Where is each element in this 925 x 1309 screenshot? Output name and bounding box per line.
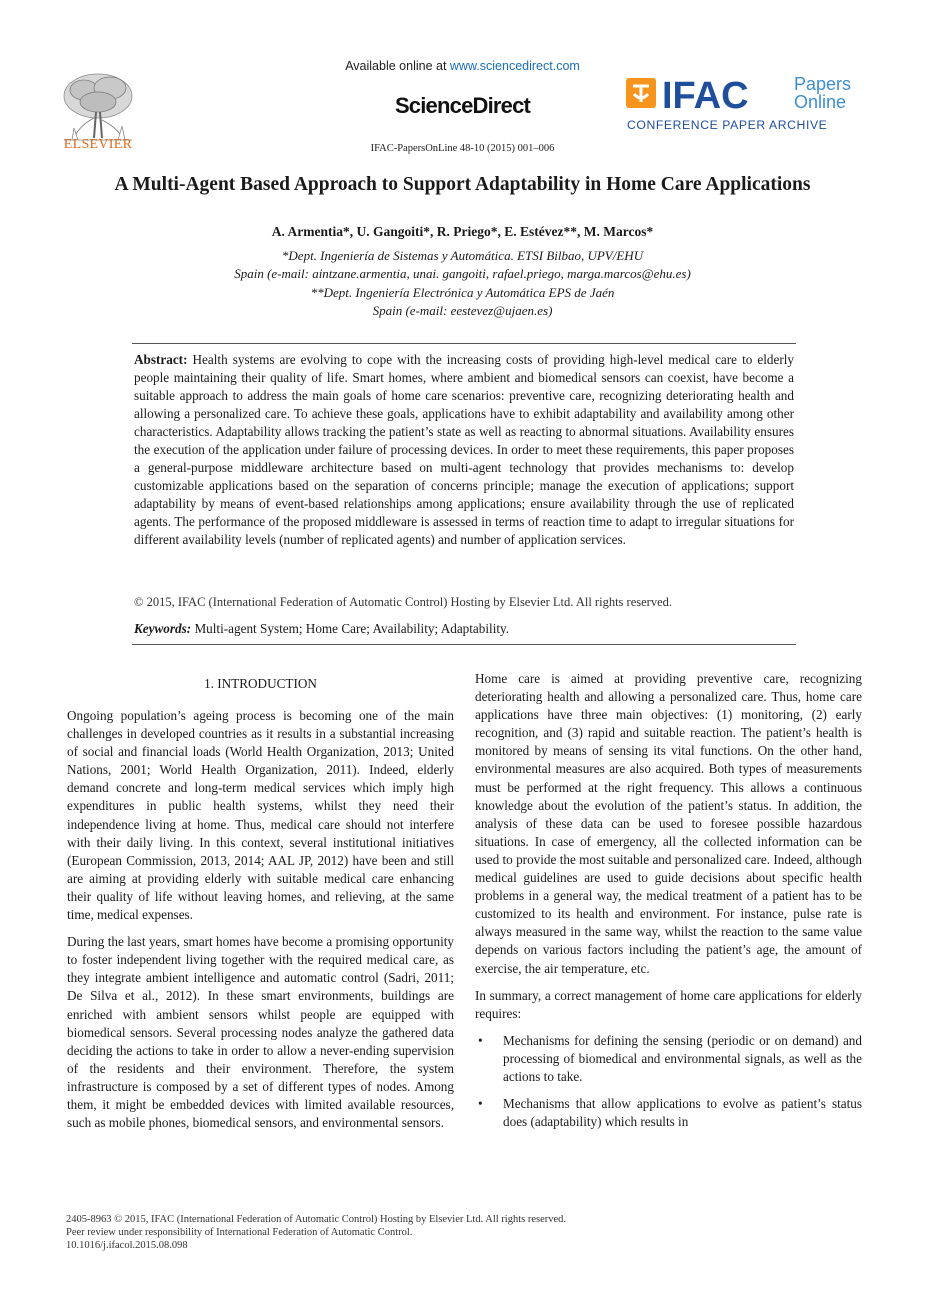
paper-title: A Multi-Agent Based Approach to Support Adaptability in Home Care Applications (114, 174, 811, 195)
copyright-notice: © 2015, IFAC (International Federation of Automatic Control) Hosting by Elsevier Ltd. All rights reserved. (134, 595, 672, 609)
ifac-logo-text: IFAC (662, 75, 749, 117)
intro-paragraph-1: Ongoing population’s ageing process is becoming one of the main challenges in developed countries as it results in a substantial increasing of social and financial loads (World Health Organization, 2013; United Nations, 2001; World Health Organization, 2011). Indeed, elderly demand concrete and long-term medical services which imply high expenditures in public health systems, whilst they need their independence living at home. Thus, medical care should not interfere with their daily living. In this context, several institutional initiatives (European Commission, 2013, 2014; AAL JP, 2012) have been and still are aiming at providing elderly with suitable medical care enhancing their quality of life without leaving homes, and relieving, at the same time, medical expenses. (67, 708, 454, 923)
footer-issn-line: 2405-8963 © 2015, IFAC (International Federation of Automatic Control) Hosting by Elsevier Ltd. All rights reserved. (66, 1214, 567, 1225)
journal-citation-line: IFAC-PapersOnLine 48-10 (2015) 001–006 (370, 143, 555, 154)
footer-peer-review-line: Peer review under responsibility of International Federation of Automatic Control. (66, 1227, 413, 1238)
sciencedirect-url-link[interactable]: www.sciencedirect.com (449, 59, 580, 73)
papers-logo-text: Papers (794, 74, 852, 94)
bullet-text: Mechanisms that allow applications to evolve as patient’s status does (adaptability) which results in (503, 1096, 862, 1130)
abstract-label: Abstract: (134, 352, 188, 367)
abstract-block (134, 351, 794, 549)
keywords-line (134, 621, 794, 637)
requirement-bullet-1 (475, 1032, 862, 1086)
affiliation-3: **Dept. Ingeniería Electrónica y Automática EPS de Jaén (310, 285, 615, 300)
intro-paragraph-2: During the last years, smart homes have become a promising opportunity to foster independent living together with the required medical care, as they integrate ambient intelligence and automatic control (Sadri, 2011; De Silva et al., 2012). In these smart environments, buildings are enriched with ambient sensors whilst people are equipped with biomedical sensors. Several processing nodes analyze the gathered data deciding the actions to take in order to allow a never-ending supervision of the residents and their environment. Therefore, the system infrastructure is composed by a set of different types of nodes. Among them, it might be embedded devices with limited available resources, such as mobile phones, biomedical sensors, and environmental sensors. (67, 934, 454, 1131)
intro-paragraph-3: Home care is aimed at providing preventive care, recognizing deteriorating health and allowing a personalized care. Thus, home care applications have three main objectives: (1) monitoring, (2) early recognition, and (3) rapid and suitable reaction. The patient’s health is monitored by means of sensing its vital functions. On the other hand, environmental measures are also acquired. Both types of measurements must be performed at the right frequency. This allows a continuous knowledge about the evolution of the patient’s status. In addition, the analysis of these data can be used to foresee possible hazardous situations. In case of emergency, all the collected information can be used to provide the most suitable and personalized care. Indeed, although medical guidelines are used to guide decisions about specific health problems in a general way, the medical treatment of a patient has to be customized to its health and environment. For instance, pulse rate is always measured in the same way, whilst the reaction to the same value depends on various factors including the patient’s age, the amount of exercise, the air temperature, etc. (475, 671, 862, 976)
keywords-text: Multi-agent System; Home Care; Availability; Adaptability. (194, 621, 510, 636)
abstract-bottom-rule (132, 644, 796, 645)
section-heading-introduction: 1. INTRODUCTION (204, 676, 317, 691)
conference-archive-text: CONFERENCE PAPER ARCHIVE (627, 118, 828, 132)
right-column (475, 670, 862, 1140)
left-column (67, 707, 454, 1141)
affiliation-1: *Dept. Ingeniería de Sistemas y Automática. ETSI Bilbao, UPV/EHU (281, 248, 644, 263)
keywords-label: Keywords: (134, 621, 192, 636)
bullet-dot-icon: • (478, 1032, 483, 1048)
abstract-top-rule (132, 343, 796, 344)
ifac-papersonline-logo (626, 74, 871, 134)
online-logo-text: Online (794, 92, 847, 112)
elsevier-wordmark: ELSEVIER (63, 137, 133, 152)
page-footer (66, 1213, 866, 1252)
author-list: A. Armentia*, U. Gangoiti*, R. Priego*, E. Estévez**, M. Marcos* (271, 224, 654, 239)
sciencedirect-wordmark: ScienceDirect (394, 93, 531, 118)
intro-paragraph-4: In summary, a correct management of home care applications for elderly requires: (475, 987, 862, 1021)
footer-doi-link[interactable]: 10.1016/j.ifacol.2015.08.098 (66, 1240, 188, 1251)
available-text: Available online at (345, 59, 447, 73)
affiliation-4: Spain (e-mail: eestevez@ujaen.es) (372, 303, 553, 318)
requirement-bullet-2 (475, 1095, 862, 1131)
bullet-dot-icon: • (478, 1096, 483, 1112)
bullet-text: Mechanisms for defining the sensing (periodic or on demand) and processing of biomedical and environmental signals, as well as the actions to take. (503, 1032, 862, 1084)
affiliation-2: Spain (e-mail: aintzane.armentia, unai. gangoiti, rafael.priego, marga.marcos@ehu.es) (234, 266, 691, 281)
abstract-text: Health systems are evolving to cope with the increasing costs of providing high-level medical care to elderly people maintaining their quality of life. Smart homes, where ambient and biomedical sensors can coexist, have become a suitable approach to address the main goals of home care scenarios: preventive care, recognizing deteriorating health and allowing a personalized care. To achieve these goals, applications have to exhibit adaptability and availability among other characteristics. Adaptability allows tracking the patient’s state as well as reacting to abnormal situations. Availability ensures the execution of the application under failure of processing devices. In order to meet these requirements, this paper proposes a general-purpose middleware architecture based on multi-agent technology that provides mechanisms to: develop customizable applications based on the separation of concerns principle; manage the execution of applications; support adaptability by means of event-based relationships among applications; ensure availability through the use of replicated agents. The performance of the proposed middleware is assessed in terms of reaction time to adapt to irregular situations for different availability levels (number of replicated agents) and number of application services. (134, 352, 794, 547)
